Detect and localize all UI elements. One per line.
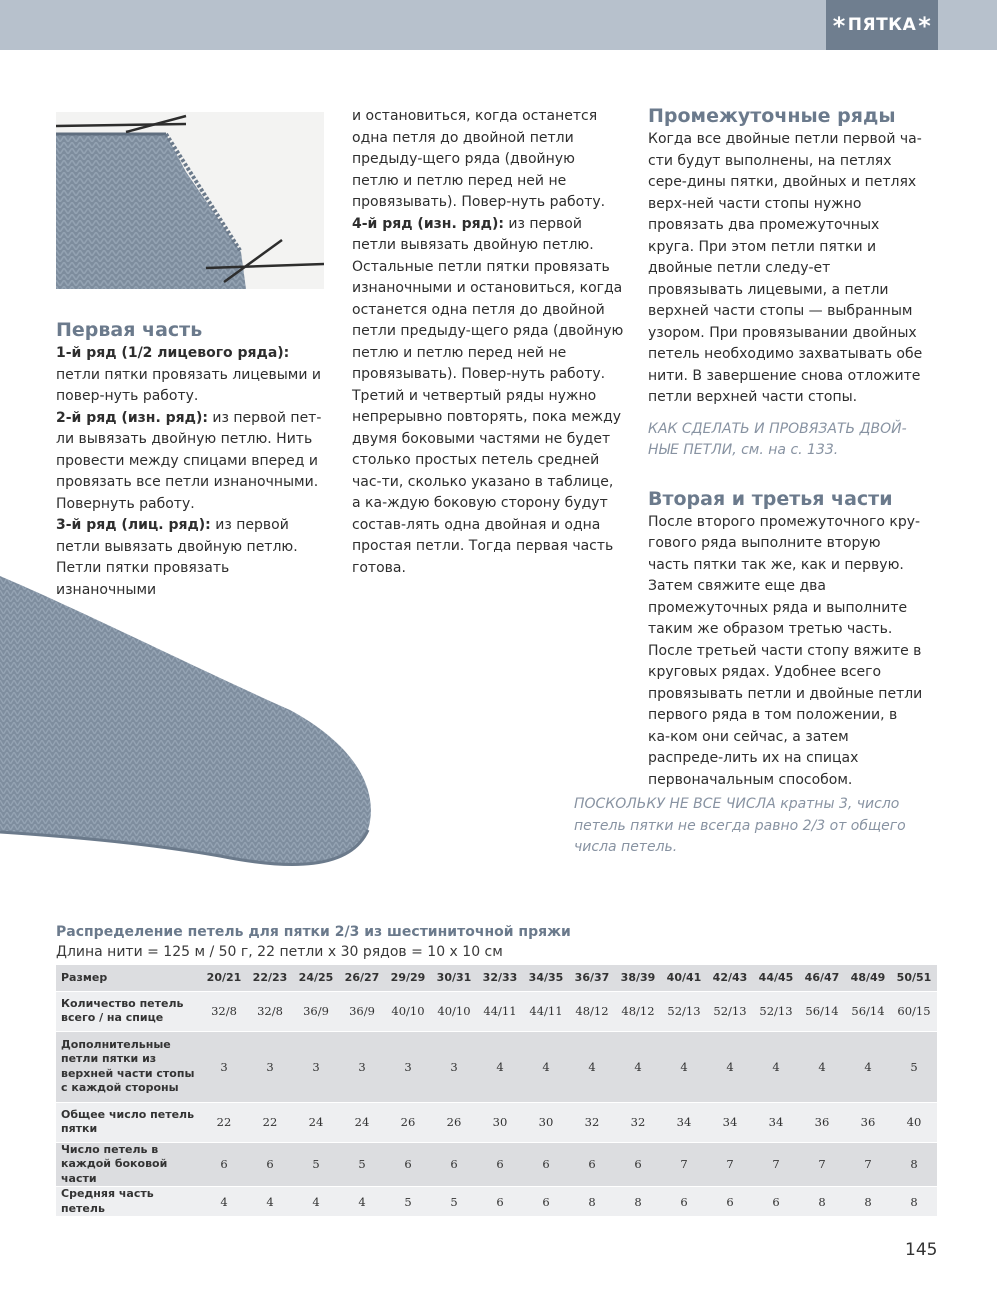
row-label-cell: Количество петель всего / на спице (56, 991, 201, 1031)
table-cell: 24 (339, 1102, 385, 1142)
table-cell: 8 (799, 1187, 845, 1217)
row-label-cell: Дополнительные петли пятки из верхней части стопы с каждой стороны (56, 1031, 201, 1102)
table-cell: 44/11 (477, 991, 523, 1031)
table-row (56, 1102, 937, 1142)
table-row (56, 1142, 937, 1187)
table-cell: 34 (661, 1102, 707, 1142)
table-cell: 52/13 (661, 991, 707, 1031)
table-row (56, 1031, 937, 1102)
table-cell: 3 (247, 1031, 293, 1102)
table-header-row (56, 965, 937, 991)
paragraph (56, 515, 326, 601)
header-cell: 40/41 (661, 965, 707, 991)
table-cell: 4 (615, 1031, 661, 1102)
table-cell: 4 (661, 1031, 707, 1102)
table-cell: 22 (201, 1102, 247, 1142)
section-heading: Первая часть (56, 319, 203, 341)
page-number: 145 (905, 1240, 938, 1260)
table-cell: 30 (477, 1102, 523, 1142)
table-cell: 6 (431, 1142, 477, 1187)
paragraph: Третий и четвертый ряды нужно непрерывно повторять, пока между двумя боковыми частями не будет столько простых петель средней час-ти, сколько указано в таблице, а ка-ждую боковую сторону будут состав-лять одна двойная и одна простая петли. Тогда первая часть готова. (352, 387, 622, 576)
table-cell: 3 (293, 1031, 339, 1102)
table-cell: 22 (247, 1102, 293, 1142)
row-text: из первой петли вывязать двойную петлю. Петли пятки провязать изнаночными (56, 517, 298, 598)
table-cell: 6 (753, 1187, 799, 1217)
paragraph: и остановиться, когда останется одна петля до двойной петли предыду-щего ряда (двойную петлю и петлю перед ней не провязывать). Повер-нуть работу. (352, 108, 606, 210)
sock-image (0, 560, 380, 880)
sock-photo (0, 560, 380, 880)
table-cell: 36 (845, 1102, 891, 1142)
header-cell: 44/45 (753, 965, 799, 991)
table-cell: 8 (891, 1187, 937, 1217)
table-cell: 36/9 (293, 991, 339, 1031)
table-cell: 32/8 (247, 991, 293, 1031)
table-cell: 60/15 (891, 991, 937, 1031)
table-cell: 4 (707, 1031, 753, 1102)
header-cell: 36/37 (569, 965, 615, 991)
table-cell: 32 (569, 1102, 615, 1142)
column-1 (56, 318, 326, 601)
paragraph: Когда все двойные петли первой ча-сти будут выполнены, на петлях сере-дины пятки, двойных и петлях верх-ней части стопы нужно провязать два промежуточных круга. При этом петли пятки и двойные петли следу-ет провязывать лицевыми, а петли верхней части стопы — выбранным узором. При провязывании двойных петель необходимо захватывать обе нити. В завершение снова отложите петли верхней части стопы. (648, 131, 923, 405)
table-cell: 4 (753, 1031, 799, 1102)
row-label: 3-й ряд (лиц. ряд): (56, 517, 211, 533)
table-cell: 26 (385, 1102, 431, 1142)
table-cell: 8 (569, 1187, 615, 1217)
stitch-distribution-table (56, 965, 937, 1217)
paragraph (56, 343, 326, 408)
column-2 (352, 106, 624, 579)
column-3 (648, 104, 923, 791)
table-cell: 6 (523, 1187, 569, 1217)
side-note: ПОСКОЛЬКУ НЕ ВСЕ ЧИСЛА кратны 3, число петель пятки не всегда равно 2/3 от общего числа петель. (574, 796, 906, 855)
table-cell: 5 (339, 1142, 385, 1187)
row-label: 4-й ряд (изн. ряд): (352, 215, 504, 232)
table-cell: 4 (293, 1187, 339, 1217)
row-label-cell: Число петель в каждой боковой части (56, 1142, 201, 1187)
table-cell: 7 (661, 1142, 707, 1187)
table-row (56, 1187, 937, 1217)
section-title: ПЯТКА (847, 15, 917, 35)
header-cell: 22/23 (247, 965, 293, 991)
table-cell: 4 (569, 1031, 615, 1102)
row-label-cell: Средняя часть петель (56, 1187, 201, 1217)
row-text: из первой пет-ли вывязать двойную петлю. Нить провести между спицами вперед и провязать все петли изнаночными. Повернуть работу. (56, 409, 322, 512)
paragraph (56, 408, 326, 516)
table-cell: 8 (891, 1142, 937, 1187)
table-cell: 4 (477, 1031, 523, 1102)
paragraph: После второго промежуточного кру-гового ряда выполните вторую часть пятки так же, как и первую. Затем свяжите еще два промежуточных ряда и выполните таким же образом третью часть. (648, 513, 921, 637)
section-tag (826, 0, 938, 50)
header-cell: 34/35 (523, 965, 569, 991)
header-cell: 42/43 (707, 965, 753, 991)
table-cell: 3 (339, 1031, 385, 1102)
header-cell: 24/25 (293, 965, 339, 991)
table-cell: 8 (615, 1187, 661, 1217)
table-cell: 34 (707, 1102, 753, 1142)
asterisk-icon: * (918, 12, 932, 40)
table-cell: 5 (431, 1187, 477, 1217)
table-cell: 40/10 (385, 991, 431, 1031)
table-cell: 6 (523, 1142, 569, 1187)
table-cell: 7 (707, 1142, 753, 1187)
table-cell: 4 (339, 1187, 385, 1217)
table-cell: 52/13 (753, 991, 799, 1031)
header-cell: Размер (56, 965, 201, 991)
table-cell: 6 (569, 1142, 615, 1187)
table-cell: 56/14 (845, 991, 891, 1031)
table-cell: 56/14 (799, 991, 845, 1031)
table-cell: 6 (477, 1142, 523, 1187)
table-cell: 44/11 (523, 991, 569, 1031)
table-cell: 8 (845, 1187, 891, 1217)
table-cell: 6 (201, 1142, 247, 1187)
table-cell: 7 (753, 1142, 799, 1187)
table-cell: 4 (523, 1031, 569, 1102)
asterisk-icon: * (832, 12, 846, 40)
table-cell: 40 (891, 1102, 937, 1142)
table-cell: 26 (431, 1102, 477, 1142)
row-label-cell: Общее число петель пятки (56, 1102, 201, 1142)
row-label: 2-й ряд (изн. ряд): (56, 409, 208, 426)
table-cell: 36/9 (339, 991, 385, 1031)
table-cell: 32 (615, 1102, 661, 1142)
section-heading: Вторая и третья части (648, 487, 893, 510)
heel-knitting-photo (56, 112, 324, 289)
table-cell: 6 (707, 1187, 753, 1217)
table-cell: 5 (385, 1187, 431, 1217)
table-cell: 6 (477, 1187, 523, 1217)
table-cell: 30 (523, 1102, 569, 1142)
table-cell: 32/8 (201, 991, 247, 1031)
header-cell: 48/49 (845, 965, 891, 991)
table-cell: 6 (385, 1142, 431, 1187)
table-cell: 24 (293, 1102, 339, 1142)
table-cell: 4 (799, 1031, 845, 1102)
header-cell: 38/39 (615, 965, 661, 991)
table-cell: 7 (845, 1142, 891, 1187)
table-cell: 6 (615, 1142, 661, 1187)
header-cell: 26/27 (339, 965, 385, 991)
table-cell: 6 (661, 1187, 707, 1217)
table-cell: 48/12 (569, 991, 615, 1031)
table-cell: 40/10 (431, 991, 477, 1031)
table-title: Распределение петель для пятки 2/3 из шестиниточной пряжи (56, 924, 571, 940)
table-cell: 5 (891, 1031, 937, 1102)
table-cell: 6 (247, 1142, 293, 1187)
row-text: петли пятки провязать лицевыми и повер-нуть работу. (56, 366, 322, 404)
table-cell: 5 (293, 1142, 339, 1187)
table-cell: 4 (247, 1187, 293, 1217)
header-cell: 29/29 (385, 965, 431, 991)
header-cell: 32/33 (477, 965, 523, 991)
table-cell: 7 (799, 1142, 845, 1187)
heel-knitting-image (56, 112, 324, 289)
cross-reference-note: КАК СДЕЛАТЬ И ПРОВЯЗАТЬ ДВОЙ-НЫЕ ПЕТЛИ, см. на с. 133. (648, 420, 907, 458)
table-row (56, 991, 937, 1031)
paragraph (352, 214, 624, 386)
header-cell: 46/47 (799, 965, 845, 991)
table-cell: 4 (201, 1187, 247, 1217)
header-cell: 20/21 (201, 965, 247, 991)
paragraph: После третьей части стопу вяжите в круговых рядах. Удобнее всего провязывать петли и двойные петли первого ряда в том положении, в ка-ком они сейчас, а затем распреде-лить их на спицах первоначальным способом. (648, 642, 923, 788)
section-heading: Промежуточные ряды (648, 105, 896, 127)
table-cell: 36 (799, 1102, 845, 1142)
table-subtitle: Длина нити = 125 м / 50 г, 22 петли x 30 рядов = 10 x 10 см (56, 944, 503, 960)
table-cell: 48/12 (615, 991, 661, 1031)
table-cell: 3 (431, 1031, 477, 1102)
row-label: 1-й ряд (1/2 лицевого ряда): (56, 345, 290, 361)
row-text: из первой петли вывязать двойную петлю. Остальные петли пятки провязать изнаночными и остановиться, когда останется одна петля до двойной петли предыду-щего ряда (двойную петлю и петлю перед ней не провязывать). Повер-нуть работу. (352, 215, 624, 382)
header-cell: 50/51 (891, 965, 937, 991)
table-cell: 3 (385, 1031, 431, 1102)
table-cell: 52/13 (707, 991, 753, 1031)
header-cell: 30/31 (431, 965, 477, 991)
table-cell: 4 (845, 1031, 891, 1102)
table-cell: 34 (753, 1102, 799, 1142)
table-cell: 3 (201, 1031, 247, 1102)
